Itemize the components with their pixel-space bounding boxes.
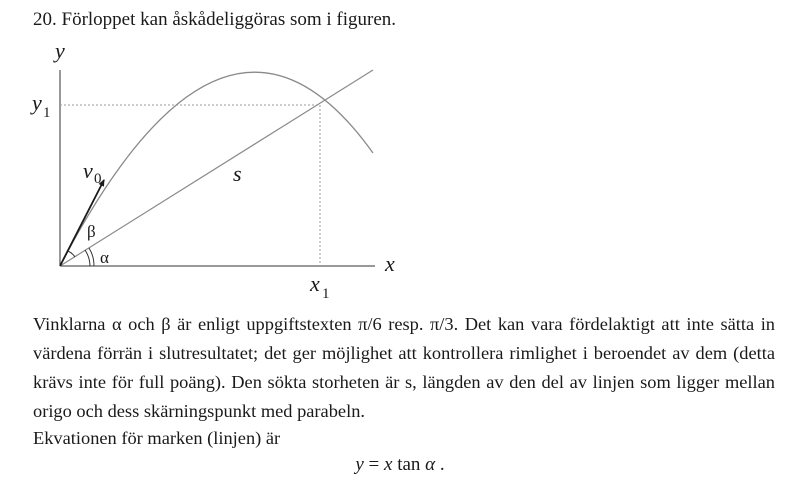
ground-line [60, 70, 373, 266]
y1-label: y [32, 90, 42, 115]
x1-label: x [310, 271, 320, 296]
equation-tan: tan [392, 454, 426, 475]
problem-heading: 20. Förloppet kan åskådeliggöras som i figuren. [33, 9, 397, 30]
y-axis-label: y [55, 38, 65, 63]
ground-equation-intro: Ekvationen för marken (linjen) är [33, 428, 281, 448]
alpha-label: α [100, 248, 109, 267]
equation-period: . [435, 454, 445, 475]
equation-equals: = [363, 454, 384, 475]
beta-label: β [87, 222, 96, 241]
s-label: s [233, 161, 242, 186]
beta-arc [68, 251, 75, 257]
v0-label: v [83, 158, 93, 183]
equation-x: x [384, 454, 393, 475]
x-axis-label: x [385, 251, 395, 276]
equation-alpha: α [425, 454, 436, 475]
x1-label-sub: 1 [322, 286, 330, 302]
v0-label-sub: 0 [94, 171, 102, 187]
alpha-arc-inner [85, 250, 90, 266]
v0-arrow [60, 180, 104, 266]
y1-label-sub: 1 [43, 105, 51, 121]
equation-y: y [355, 454, 364, 475]
ground-equation [0, 452, 800, 478]
explanation-paragraph: Vinklarna α och β är enligt uppgiftstexten π/6 resp. π/3. Det kan vara fördelaktigt att inte sätta in värdena förrän i slutresultatet; det ger möjlighet att kontrollera rimlighet i beroendet av dem (detta krävs inte för full poäng). Den sökta storheten är s, längden av den del av linjen som ligger mellan origo och dess skärningspunkt med parabeln. [33, 314, 775, 421]
